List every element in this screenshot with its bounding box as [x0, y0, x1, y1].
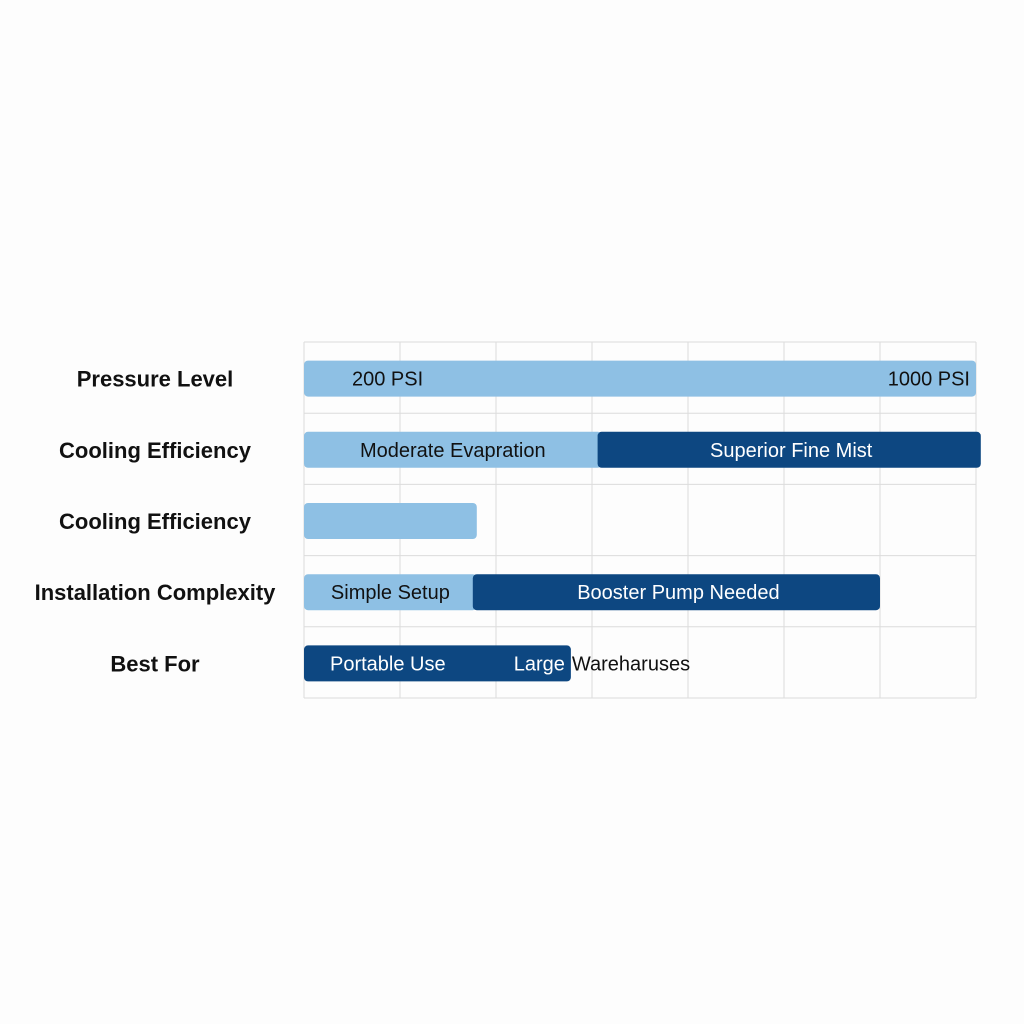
row-labels-group	[35, 367, 277, 677]
bar-trailing-label: Wareharuses	[571, 653, 691, 676]
row-label: Cooling Efficiency	[59, 509, 251, 534]
bar-segment-label: 200 PSI	[352, 368, 424, 391]
row-label: Best For	[110, 651, 200, 677]
row-label: Pressure Level	[76, 366, 234, 392]
row-label: Installation Complexity	[34, 580, 276, 606]
bar-segment-label: Moderate Evapration	[359, 439, 546, 462]
bar-segment-label: Portable Use	[330, 653, 446, 676]
row-label: Cooling Efficiency	[59, 437, 251, 463]
bars-group	[304, 361, 981, 682]
bar-segment-label: Booster Pump Needed	[577, 582, 780, 605]
bar-segment-label: Simple Setup	[330, 582, 450, 605]
bar-segment-label: Superior Fine Mist	[710, 439, 873, 462]
bar-segment-label: 1000 PSI	[887, 368, 970, 391]
bar-segment-light	[304, 503, 477, 539]
bar-segment-label: Large	[513, 653, 565, 676]
